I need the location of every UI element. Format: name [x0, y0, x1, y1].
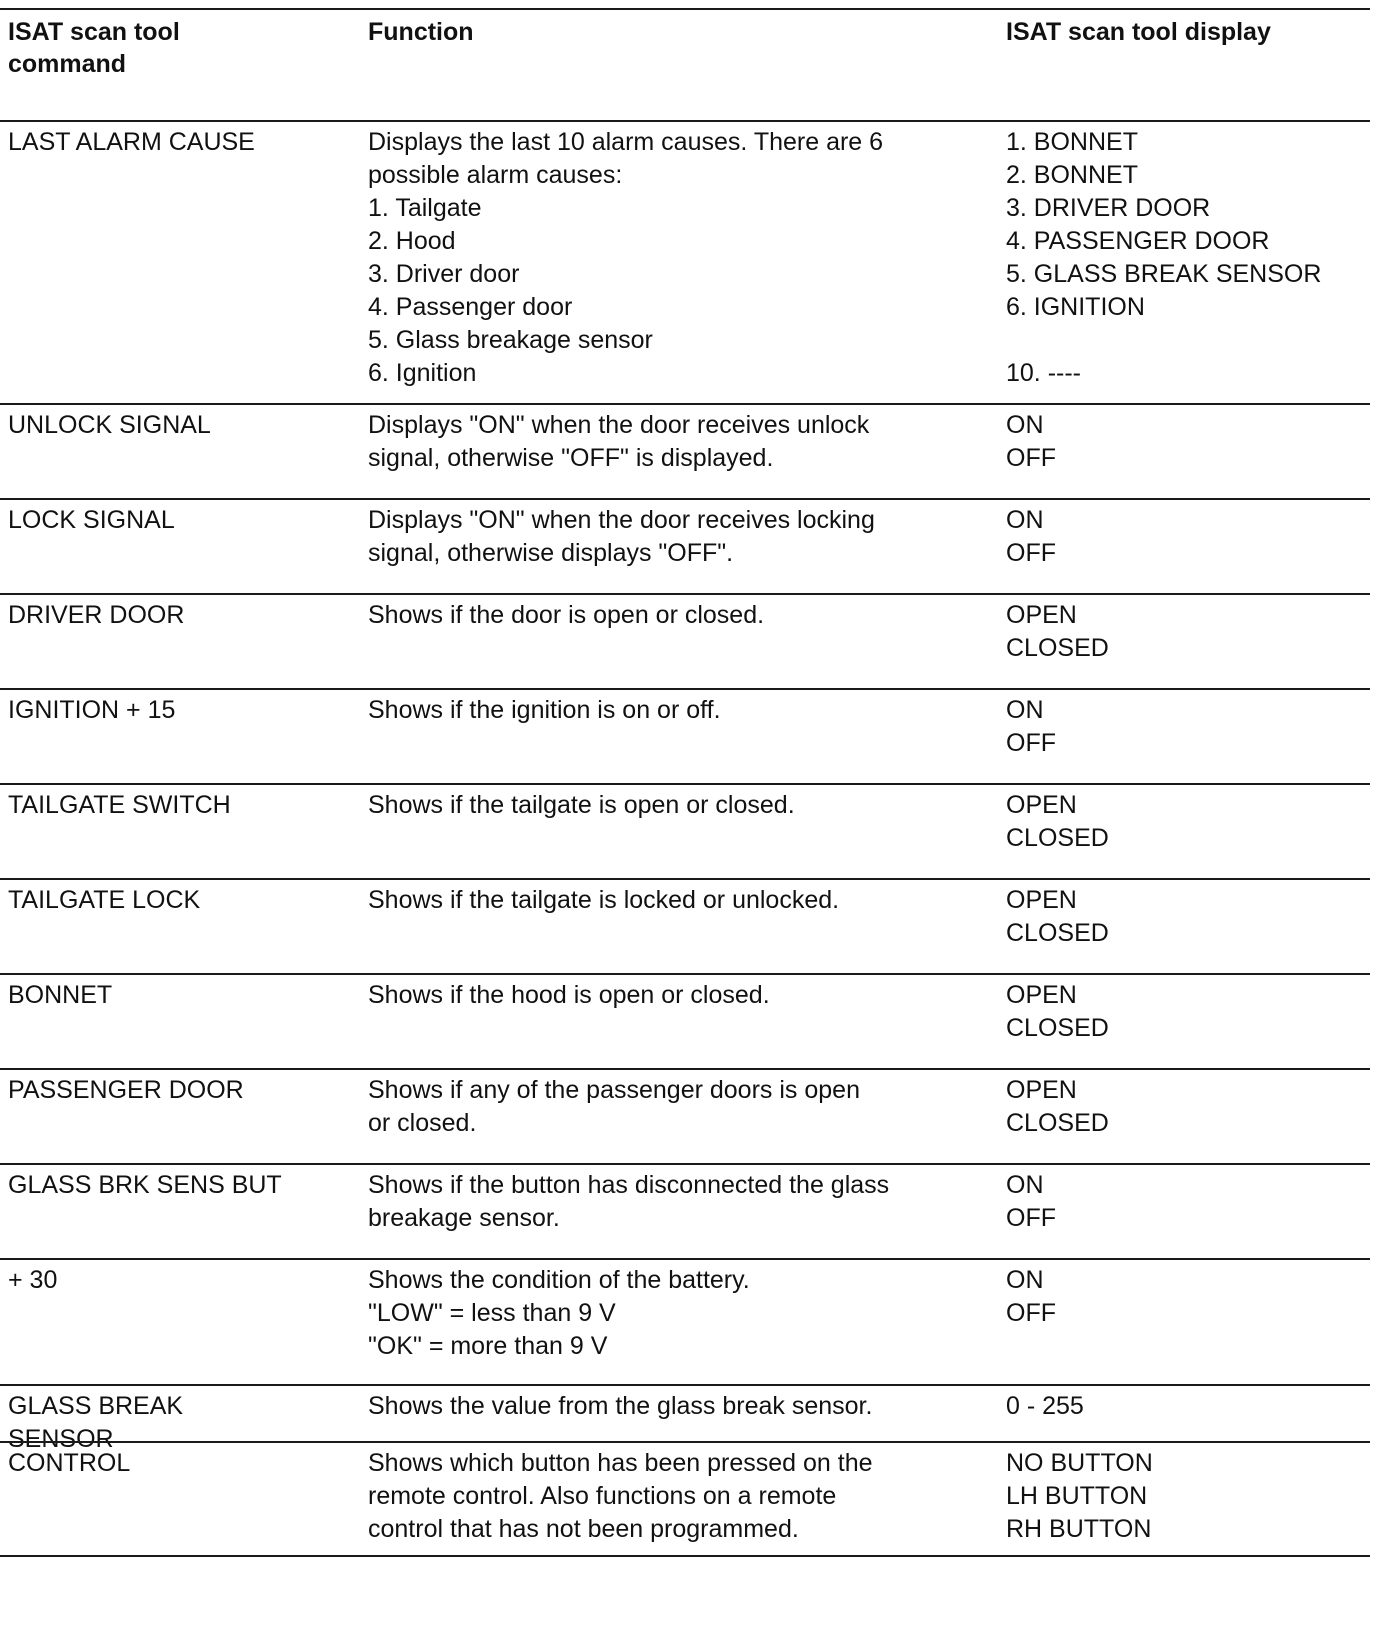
function-cell [368, 504, 988, 570]
display-cell-line: LH BUTTON [1006, 1482, 1148, 1510]
command-cell-line: TAILGATE LOCK [8, 886, 201, 914]
row-rule [0, 1258, 1370, 1260]
function-cell-line: breakage sensor. [368, 1204, 560, 1232]
function-cell [368, 409, 988, 475]
display-cell-line: 4. PASSENGER DOOR [1006, 227, 1270, 255]
display-cell-line: CLOSED [1006, 824, 1109, 852]
function-cell-line: Shows the condition of the battery. [368, 1266, 750, 1294]
function-cell-line: Shows if the door is open or closed. [368, 601, 765, 629]
function-cell-line: signal, otherwise displays "OFF". [368, 539, 734, 567]
display-cell-line: ON [1006, 411, 1044, 439]
table-header [0, 16, 1370, 126]
row-rule [0, 120, 1370, 122]
display-cell-line: 3. DRIVER DOOR [1006, 194, 1211, 222]
function-cell-line: Shows if the tailgate is locked or unlocked. [368, 886, 840, 914]
display-cell-line: 6. IGNITION [1006, 293, 1145, 321]
command-cell [8, 1074, 348, 1107]
row-rule [0, 688, 1370, 690]
display-cell [1006, 1447, 1368, 1546]
function-cell-line: Shows the value from the glass break sensor. [368, 1392, 873, 1420]
function-cell-line: Shows if the button has disconnected the glass [368, 1171, 890, 1199]
function-cell-line: remote control. Also functions on a remote [368, 1482, 837, 1510]
function-cell-line: or closed. [368, 1109, 477, 1137]
display-cell-line: OPEN [1006, 791, 1077, 819]
display-cell-line: ON [1006, 1266, 1044, 1294]
command-cell-line: DRIVER DOOR [8, 601, 185, 629]
function-cell-line: "LOW" = less than 9 V [368, 1299, 616, 1327]
row-rule [0, 878, 1370, 880]
display-cell-line: ON [1006, 1171, 1044, 1199]
table-top-rule [0, 8, 1370, 10]
command-cell-line: LOCK SIGNAL [8, 506, 175, 534]
command-cell [8, 599, 348, 632]
command-cell [8, 1447, 348, 1480]
command-cell-line: SENSOR [8, 1425, 114, 1453]
row-rule [0, 1163, 1370, 1165]
function-cell-line: possible alarm causes: [368, 161, 623, 189]
function-cell-line: Shows if the hood is open or closed. [368, 981, 770, 1009]
command-cell-line: UNLOCK SIGNAL [8, 411, 211, 439]
command-cell [8, 694, 348, 727]
display-cell-line: OFF [1006, 539, 1056, 567]
display-cell-line: OFF [1006, 729, 1056, 757]
display-cell [1006, 599, 1368, 665]
command-cell [8, 884, 348, 917]
function-cell-line: Shows if the ignition is on or off. [368, 696, 721, 724]
display-cell-line: RH BUTTON [1006, 1515, 1152, 1543]
function-cell [368, 599, 988, 632]
command-cell [8, 504, 348, 537]
function-cell-line: 4. Passenger door [368, 293, 573, 321]
display-cell [1006, 1169, 1368, 1235]
header-display-line: ISAT scan tool display [1006, 18, 1271, 46]
display-cell [1006, 504, 1368, 570]
command-cell-line: PASSENGER DOOR [8, 1076, 244, 1104]
display-cell-line: 10. ---- [1006, 359, 1081, 387]
row-rule [0, 1441, 1370, 1443]
function-cell [368, 126, 988, 390]
function-cell [368, 694, 988, 727]
display-cell [1006, 1390, 1368, 1423]
function-cell-line: 6. Ignition [368, 359, 477, 387]
display-cell-line: ON [1006, 696, 1044, 724]
display-cell-line: OPEN [1006, 1076, 1077, 1104]
display-cell [1006, 884, 1368, 950]
display-cell-line: CLOSED [1006, 1109, 1109, 1137]
function-cell-line: Displays the last 10 alarm causes. There are 6 [368, 128, 884, 156]
function-cell [368, 1074, 988, 1140]
display-cell [1006, 694, 1368, 760]
row-rule [0, 783, 1370, 785]
function-cell-line: signal, otherwise "OFF" is displayed. [368, 444, 774, 472]
header-command-line: command [8, 50, 127, 78]
function-cell-line: Shows if any of the passenger doors is open [368, 1076, 860, 1104]
function-cell [368, 884, 988, 917]
command-cell-line: BONNET [8, 981, 113, 1009]
row-rule [0, 498, 1370, 500]
function-cell-line: Shows if the tailgate is open or closed. [368, 791, 795, 819]
function-cell [368, 1390, 988, 1423]
display-cell-line: 5. GLASS BREAK SENSOR [1006, 260, 1322, 288]
command-cell [8, 1169, 348, 1202]
display-cell [1006, 126, 1368, 390]
function-cell-line: 5. Glass breakage sensor [368, 326, 653, 354]
command-cell-line: TAILGATE SWITCH [8, 791, 231, 819]
function-cell-line: 3. Driver door [368, 260, 520, 288]
header-display [1006, 16, 1368, 48]
command-cell-line: + 30 [8, 1266, 58, 1294]
command-cell-line: CONTROL [8, 1449, 131, 1477]
function-cell-line: "OK" = more than 9 V [368, 1332, 608, 1360]
display-cell-line: 1. BONNET [1006, 128, 1138, 156]
header-command-line: ISAT scan tool [8, 18, 180, 46]
display-cell-line: OFF [1006, 1299, 1056, 1327]
function-cell [368, 789, 988, 822]
display-cell-line: OPEN [1006, 886, 1077, 914]
command-cell [8, 126, 348, 159]
function-cell-line: Displays "ON" when the door receives unlock [368, 411, 870, 439]
header-command [8, 16, 348, 80]
display-cell-line: ON [1006, 506, 1044, 534]
row-rule [0, 1384, 1370, 1386]
display-cell [1006, 979, 1368, 1045]
display-cell [1006, 409, 1368, 475]
function-cell-line: 2. Hood [368, 227, 456, 255]
display-cell-line: OPEN [1006, 601, 1077, 629]
display-cell-line: CLOSED [1006, 634, 1109, 662]
row-rule [0, 593, 1370, 595]
display-cell-line: OPEN [1006, 981, 1077, 1009]
command-cell [8, 979, 348, 1012]
display-cell-line: CLOSED [1006, 1014, 1109, 1042]
row-rule [0, 1068, 1370, 1070]
table-bottom-rule [0, 1555, 1370, 1557]
display-cell [1006, 1264, 1368, 1330]
display-cell-line: 0 - 255 [1006, 1392, 1084, 1420]
display-cell-line: OFF [1006, 1204, 1056, 1232]
row-rule [0, 973, 1370, 975]
row-rule [0, 403, 1370, 405]
function-cell [368, 979, 988, 1012]
display-cell-line: NO BUTTON [1006, 1449, 1153, 1477]
command-cell [8, 789, 348, 822]
display-cell-line [1006, 324, 1368, 357]
display-cell-line: OFF [1006, 444, 1056, 472]
command-cell [8, 409, 348, 442]
function-cell [368, 1169, 988, 1235]
command-cell-line: IGNITION + 15 [8, 696, 176, 724]
function-cell [368, 1447, 988, 1546]
function-cell-line: control that has not been programmed. [368, 1515, 799, 1543]
command-cell-line: GLASS BRK SENS BUT [8, 1171, 282, 1199]
function-cell-line: Displays "ON" when the door receives locking [368, 506, 875, 534]
function-cell-line: 1. Tailgate [368, 194, 482, 222]
header-function-line: Function [368, 18, 474, 46]
function-cell [368, 1264, 988, 1363]
command-cell [8, 1264, 348, 1297]
command-cell-line: LAST ALARM CAUSE [8, 128, 255, 156]
header-function [368, 16, 988, 48]
display-cell-line: CLOSED [1006, 919, 1109, 947]
function-cell-line: Shows which button has been pressed on the [368, 1449, 873, 1477]
command-cell-line: GLASS BREAK [8, 1392, 184, 1420]
display-cell [1006, 1074, 1368, 1140]
display-cell [1006, 789, 1368, 855]
display-cell-line: 2. BONNET [1006, 161, 1138, 189]
